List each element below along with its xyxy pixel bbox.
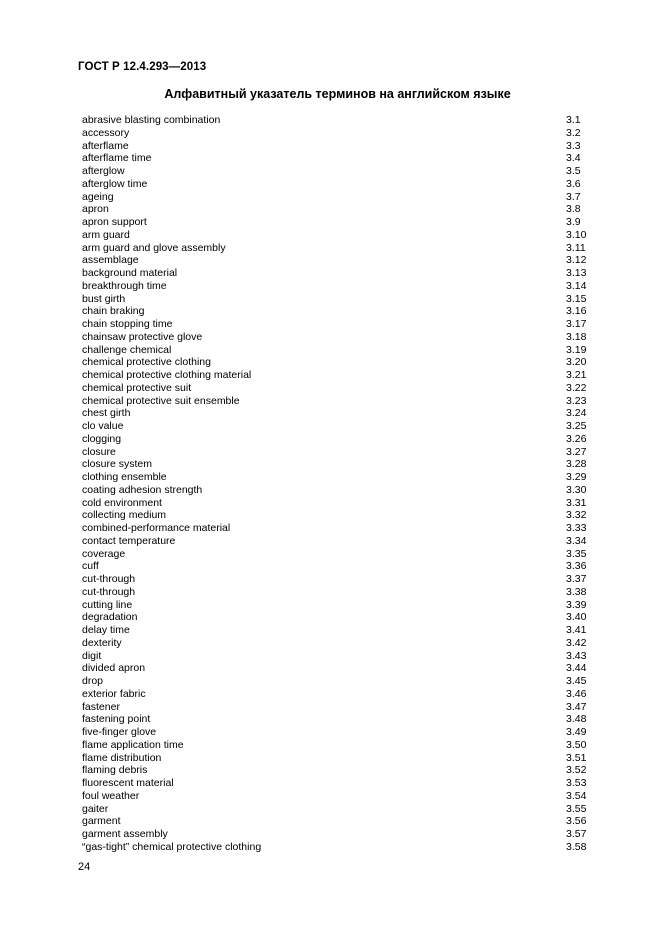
term-label: afterglow time	[82, 177, 148, 190]
list-item	[82, 165, 592, 178]
term-label: digit	[82, 649, 102, 662]
term-label: abrasive blasting combination	[82, 114, 221, 126]
list-item	[82, 624, 592, 637]
term-label: divided apron	[82, 662, 146, 675]
term-label: closure	[82, 445, 116, 458]
list-item	[82, 637, 592, 650]
list-item	[82, 267, 592, 280]
term-label: garment	[82, 815, 121, 828]
list-item	[82, 152, 592, 165]
list-item	[82, 650, 592, 663]
term-reference-number: 3.10	[566, 228, 587, 241]
term-reference-number: 3.18	[566, 330, 587, 343]
term-label: assemblage	[82, 254, 139, 267]
term-reference-number: 3.48	[566, 713, 587, 726]
list-item	[82, 803, 592, 816]
term-reference-number: 3.47	[566, 700, 587, 713]
term-reference-number: 3.16	[566, 305, 587, 318]
term-reference-number: 3.41	[566, 624, 587, 636]
list-item	[82, 752, 592, 765]
list-item	[82, 828, 592, 841]
term-label: fastening point	[82, 713, 151, 726]
index-title: Алфавитный указатель терминов на английском языке	[164, 87, 511, 101]
term-label: clothing ensemble	[82, 471, 167, 483]
term-label: flame distribution	[82, 751, 162, 764]
list-item	[82, 815, 592, 828]
term-label: drop	[82, 675, 104, 687]
list-item	[82, 675, 592, 688]
term-label: ageing	[82, 190, 114, 203]
term-label: “gas-tight” chemical protective clothing	[82, 840, 262, 853]
term-label: garment assembly	[82, 828, 168, 840]
term-label: chemical protective suit ensemble	[82, 394, 240, 407]
list-item	[82, 535, 592, 548]
term-reference-number: 3.35	[566, 547, 587, 560]
term-reference-number: 3.24	[566, 407, 587, 420]
term-reference-number: 3.33	[566, 522, 587, 534]
term-label: coating adhesion strength	[82, 483, 203, 496]
list-item	[82, 407, 592, 420]
list-item	[82, 242, 592, 255]
term-reference-number: 3.57	[566, 828, 587, 840]
term-reference-number: 3.5	[566, 165, 581, 177]
list-item	[82, 254, 592, 267]
term-label: gaiter	[82, 802, 109, 815]
term-label: combined-performance material	[82, 522, 231, 534]
term-reference-number: 3.55	[566, 802, 587, 815]
term-label: chemical protective clothing	[82, 356, 211, 369]
term-label: breakthrough time	[82, 279, 167, 292]
term-reference-number: 3.25	[566, 420, 587, 432]
term-reference-number: 3.58	[566, 840, 587, 853]
term-label: chainsaw protective glove	[82, 330, 203, 343]
term-reference-number: 3.8	[566, 203, 581, 216]
list-item	[82, 611, 592, 624]
list-item	[82, 178, 592, 191]
list-item	[82, 548, 592, 561]
term-reference-number: 3.22	[566, 381, 587, 394]
list-item	[82, 509, 592, 522]
list-item	[82, 305, 592, 318]
list-item	[82, 395, 592, 408]
term-reference-number: 3.6	[566, 177, 581, 190]
term-reference-number: 3.20	[566, 356, 587, 369]
term-label: chemical protective suit	[82, 381, 192, 394]
term-reference-number: 3.40	[566, 611, 587, 624]
term-reference-number: 3.51	[566, 751, 587, 764]
term-label: chain stopping time	[82, 318, 173, 330]
term-reference-number: 3.39	[566, 598, 587, 611]
term-reference-number: 3.31	[566, 496, 587, 509]
list-item	[82, 344, 592, 357]
term-reference-number: 3.23	[566, 394, 587, 407]
term-reference-number: 3.17	[566, 318, 587, 330]
list-item	[82, 458, 592, 471]
list-item	[82, 586, 592, 599]
term-label: chemical protective clothing material	[82, 369, 252, 381]
list-item	[82, 739, 592, 752]
term-label: dexterity	[82, 636, 122, 649]
term-reference-number: 3.29	[566, 471, 587, 483]
list-item	[82, 726, 592, 739]
term-reference-number: 3.12	[566, 254, 587, 267]
term-reference-number: 3.37	[566, 573, 587, 585]
term-reference-number: 3.38	[566, 585, 587, 598]
term-reference-number: 3.1	[566, 114, 581, 126]
list-item	[82, 331, 592, 344]
term-reference-number: 3.11	[566, 241, 586, 254]
term-reference-number: 3.36	[566, 560, 587, 573]
term-label: arm guard	[82, 228, 130, 241]
term-label: five-finger glove	[82, 726, 157, 738]
list-item	[82, 318, 592, 331]
term-label: apron support	[82, 216, 147, 228]
list-item	[82, 599, 592, 612]
list-item	[82, 114, 592, 127]
list-item	[82, 841, 592, 854]
term-label: clogging	[82, 432, 122, 445]
list-item	[82, 484, 592, 497]
document-code: ГОСТ Р 12.4.293—2013	[78, 61, 207, 73]
list-item	[82, 216, 592, 229]
term-reference-number: 3.50	[566, 738, 587, 751]
list-item	[82, 293, 592, 306]
term-reference-number: 3.21	[566, 369, 587, 381]
term-label: exterior fabric	[82, 687, 146, 700]
term-label: contact temperature	[82, 534, 176, 547]
term-reference-number: 3.14	[566, 279, 587, 292]
term-label: foul weather	[82, 789, 140, 802]
term-label: fluorescent material	[82, 777, 174, 789]
term-label: afterglow	[82, 165, 125, 177]
list-item	[82, 203, 592, 216]
list-item	[82, 790, 592, 803]
term-reference-number: 3.7	[566, 190, 581, 203]
list-item	[82, 433, 592, 446]
page-number: 24	[78, 861, 91, 873]
list-item	[82, 701, 592, 714]
term-label: closure system	[82, 458, 153, 471]
term-label: chain braking	[82, 305, 145, 318]
term-label: collecting medium	[82, 509, 167, 522]
term-label: bust girth	[82, 292, 126, 305]
term-reference-number: 3.27	[566, 445, 587, 458]
term-reference-number: 3.44	[566, 662, 587, 675]
list-item	[82, 140, 592, 153]
list-item	[82, 382, 592, 395]
term-label: cut-through	[82, 573, 136, 585]
term-reference-number: 3.56	[566, 815, 587, 828]
list-item	[82, 356, 592, 369]
term-reference-number: 3.53	[566, 777, 587, 789]
term-reference-number: 3.34	[566, 534, 587, 547]
term-reference-number: 3.52	[566, 764, 587, 777]
term-reference-number: 3.15	[566, 292, 587, 305]
term-reference-number: 3.43	[566, 649, 587, 662]
list-item	[82, 777, 592, 790]
term-reference-number: 3.4	[566, 152, 581, 165]
term-reference-number: 3.3	[566, 139, 581, 152]
list-item	[82, 191, 592, 204]
term-reference-number: 3.2	[566, 126, 581, 139]
term-reference-number: 3.49	[566, 726, 587, 738]
term-reference-number: 3.28	[566, 458, 587, 471]
list-item	[82, 471, 592, 484]
term-label: delay time	[82, 624, 130, 636]
term-label: cold environment	[82, 496, 162, 509]
term-reference-number: 3.46	[566, 687, 587, 700]
term-reference-number: 3.54	[566, 789, 587, 802]
term-label: cut-through	[82, 585, 136, 598]
term-label: chest girth	[82, 407, 131, 420]
list-item	[82, 497, 592, 510]
list-item	[82, 713, 592, 726]
list-item	[82, 229, 592, 242]
list-item	[82, 522, 592, 535]
term-reference-number: 3.9	[566, 216, 581, 228]
term-label: challenge chemical	[82, 343, 172, 356]
term-label: background material	[82, 267, 178, 279]
term-label: afterflame	[82, 139, 129, 152]
term-label: arm guard and glove assembly	[82, 241, 226, 254]
list-item	[82, 764, 592, 777]
term-label: degradation	[82, 611, 138, 624]
term-index-list	[82, 114, 592, 854]
list-item	[82, 662, 592, 675]
term-reference-number: 3.45	[566, 675, 587, 687]
list-item	[82, 446, 592, 459]
term-label: fastener	[82, 700, 120, 713]
term-reference-number: 3.30	[566, 483, 587, 496]
term-reference-number: 3.13	[566, 267, 587, 279]
term-reference-number: 3.42	[566, 636, 587, 649]
term-label: flaming debris	[82, 764, 148, 777]
term-label: afterflame time	[82, 152, 152, 165]
list-item	[82, 280, 592, 293]
list-item	[82, 688, 592, 701]
list-item	[82, 560, 592, 573]
list-item	[82, 573, 592, 586]
term-label: apron	[82, 203, 109, 216]
term-reference-number: 3.19	[566, 343, 587, 356]
term-label: cuff	[82, 560, 99, 573]
list-item	[82, 369, 592, 382]
term-label: flame application time	[82, 738, 184, 751]
term-label: cutting line	[82, 598, 133, 611]
term-label: clo value	[82, 420, 124, 432]
term-reference-number: 3.32	[566, 509, 587, 522]
term-reference-number: 3.26	[566, 432, 587, 445]
list-item	[82, 420, 592, 433]
term-label: accessory	[82, 126, 130, 139]
term-label: coverage	[82, 547, 126, 560]
list-item	[82, 127, 592, 140]
